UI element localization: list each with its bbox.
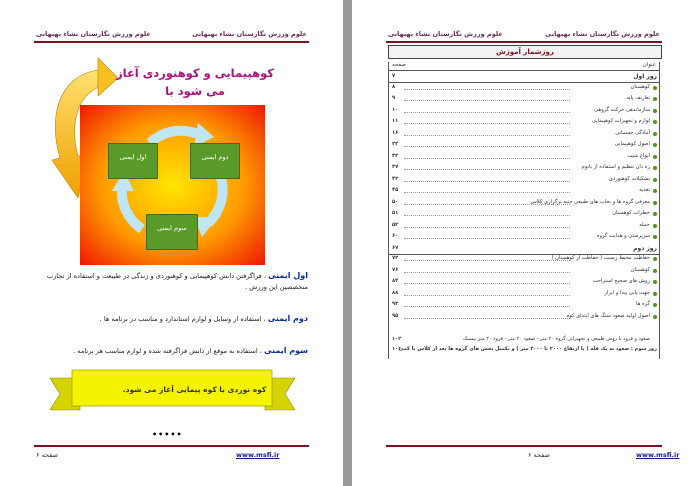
cycle-box-first: اول ایمنی <box>108 143 158 179</box>
toc-note-1-text: صعود و فرود با روش طبیعی و تجهیزاتی گروه ۲۰ متر - صعود ۲۰ متر - فرود ۲۰ متر بیسیک <box>462 336 650 342</box>
dot-leader <box>404 123 570 124</box>
dot-leader <box>404 89 570 90</box>
toc-row <box>388 233 660 242</box>
toc-entry-page: ۵۰ <box>392 198 399 205</box>
toc-entry-title: خطرات کوهستان <box>612 210 650 216</box>
toc-entry-page: ۱۰ <box>392 106 399 113</box>
bullet-icon <box>653 235 657 239</box>
right-footer-rule <box>386 445 662 447</box>
toc-entry-title: لوازم و تجهیزات کوهپیمایی <box>591 118 650 124</box>
right-footer-page: صفحه ۶ <box>527 451 550 459</box>
bullet-icon <box>653 315 657 319</box>
toc-col-title: عنوان <box>642 62 656 68</box>
left-header-rule <box>34 41 309 43</box>
toc-col-page: صفحه <box>392 62 406 68</box>
toc-title: روزشمار آموزش <box>388 45 662 59</box>
toc-entry-title: حمله <box>639 221 650 228</box>
left-footer-page: صفحه ۶ <box>36 451 59 459</box>
toc-row <box>388 84 660 93</box>
toc-row <box>388 222 660 231</box>
bullet-icon <box>653 212 657 216</box>
bullet-icon <box>653 155 657 159</box>
toc-entry-title: روز اول <box>633 73 657 80</box>
toc-entry-title: آمادگی جسمانی <box>615 129 650 136</box>
toc-entry-page: ۷۶ <box>392 266 399 273</box>
left-footer-rule <box>34 445 309 447</box>
toc-row <box>388 176 660 185</box>
toc-entry-title: جهت یابی پیدا و ابزار <box>604 289 650 296</box>
toc-row <box>388 141 660 150</box>
toc-entry-title: معرفی گروه ها و بخاب های طبیعی جنبه برگزاری کلاس <box>530 198 650 205</box>
toc-note-2-text: روز سوم : صعود به یک قله ( با ارتفاع ۲۰۰۰ تا ۳۰۰۰ متر ) و تکمیل بخش های گروه ها بعد از کلاس با کمی <box>398 346 657 352</box>
bullet-icon <box>653 166 657 170</box>
toc-entry-title: کوهستان <box>630 266 650 273</box>
toc-entry-title: سازماندهی حرکت گروهی <box>594 106 650 113</box>
toc-entry-page: ۱۶ <box>392 129 399 136</box>
bullet-icon <box>653 120 657 124</box>
paragraph-third-text: ، استفاده به موقع از دانش فراگرفته شده و لوازم مناسب هر برنامه . <box>73 347 264 355</box>
toc-entry-page: ۸۴ <box>392 278 399 284</box>
toc-entry-title: کوهستان <box>630 83 650 90</box>
paragraph-first-label: اول ایمنی <box>268 271 308 280</box>
dot-leader <box>404 306 570 307</box>
dot-leader <box>404 227 570 228</box>
toc-entry-page: ۷۲ <box>392 255 399 261</box>
toc-entry-page: ۶۷ <box>392 244 399 251</box>
right-header-right: علوم ورزش نگارستان نشاء بهبهانی <box>545 30 660 38</box>
toc-entry-title: روز دوم <box>633 244 657 252</box>
toc-note-2-page: ۱۰۶ <box>392 346 402 352</box>
toc-entry-page: ۵۲ <box>392 221 399 228</box>
dot-leader <box>404 318 570 319</box>
bullet-icon <box>653 143 657 147</box>
left-header-left: علوم ورزش نگارستان نشاء بهبهانی <box>36 30 151 38</box>
toc-entry-page: ۹۳ <box>392 301 399 307</box>
bullet-icon <box>653 257 657 261</box>
toc-row <box>388 290 660 299</box>
toc-row <box>388 95 660 104</box>
dot-leader <box>404 100 570 101</box>
toc-row <box>388 107 660 116</box>
toc-entry-title: روش های صحیح استراحت <box>592 278 650 284</box>
toc-entry-page: ۸۸ <box>392 289 399 296</box>
right-header-left: علوم ورزش نگارستان نشاء بهبهانی <box>388 30 503 38</box>
toc-entry-title: اصول کوهپیمایی <box>614 141 650 147</box>
dot-leader <box>404 158 570 159</box>
art-title: کوهپیمایی و کوهنوردی آغاز می شود با <box>116 66 274 98</box>
toc-row <box>388 210 660 219</box>
paragraph-second-text: ، استفاده از وسایل و لوازم استاندارد و مناسب در برنامه ها . <box>99 315 268 323</box>
left-header-right: علوم ورزش نگارستان نشاء بهبهانی <box>192 30 307 38</box>
separator-dots: ••••• <box>152 430 183 439</box>
bullet-icon <box>653 269 657 273</box>
toc-entry-title: سرپرستی و هدایت گروه <box>596 233 650 239</box>
bullet-icon <box>653 132 657 136</box>
toc-entry-title: گره ها <box>635 301 650 307</box>
bullet-icon <box>653 97 657 101</box>
toc-day-heading <box>388 73 660 83</box>
toc-row <box>388 313 660 322</box>
dot-leader <box>404 169 570 170</box>
dot-leader <box>404 260 570 261</box>
dot-leader <box>404 283 570 284</box>
bullet-icon <box>653 292 657 296</box>
toc-entry-title: انواع شیب <box>627 152 650 159</box>
toc-entry-page: ۴۲ <box>392 175 399 182</box>
toc-entry-page: ۴۵ <box>392 187 399 193</box>
toc-entry-page: ۶۰ <box>392 233 399 239</box>
dot-leader <box>404 295 570 296</box>
left-footer-url[interactable]: www.msfi.ir <box>236 451 280 459</box>
right-footer-url[interactable]: www.msfi.ir <box>636 451 680 459</box>
toc-row <box>388 199 660 208</box>
toc-entry-page: ۳۷ <box>392 164 399 170</box>
dot-leader <box>404 135 570 136</box>
toc-row <box>388 164 660 173</box>
paragraph-first-text: ، فراگرفتن دانش کوهپیمایی و کوهنوردی و زندگی در طبیعت و استفاده از تجارب متخصصین این ورزش . <box>46 272 308 291</box>
bullet-icon <box>653 201 657 205</box>
toc-entry-title: اصول اولیه صعود سنگ های ابتدای کوه <box>566 312 650 319</box>
toc-row <box>388 187 660 196</box>
paragraph-third-label: سوم ایمنی <box>264 346 308 355</box>
paragraph-second-label: دوم ایمنی <box>267 314 308 323</box>
toc-row <box>388 255 660 264</box>
bullet-icon <box>653 189 657 193</box>
right-header-rule <box>386 41 662 43</box>
toc-entry-page: ۹ <box>392 95 396 101</box>
cycle-box-third: سوم ایمنی <box>146 214 198 250</box>
left-page <box>0 0 343 486</box>
toc-entry-title: تغذیه <box>639 187 650 193</box>
toc-entry-title: تعاریف پایه <box>626 95 650 101</box>
toc-entry-page: ۵۱ <box>392 210 399 216</box>
toc-entry-title: ره ذان تنظیم و استفاده از باتوم <box>581 164 650 170</box>
right-page <box>352 0 696 486</box>
toc-entry-page: ۱۱ <box>392 118 399 124</box>
bullet-icon <box>653 109 657 113</box>
toc-entry-page: ۹۵ <box>392 312 399 319</box>
bullet-icon <box>653 178 657 182</box>
toc-row <box>388 278 660 287</box>
bullet-icon <box>653 86 657 90</box>
bullet-icon <box>653 224 657 228</box>
toc-row <box>388 301 660 310</box>
dot-leader <box>404 238 570 239</box>
dot-leader <box>404 215 570 216</box>
paragraph-first-safety <box>46 270 308 293</box>
toc-row <box>388 130 660 139</box>
toc-entry-page: ۸ <box>392 83 396 90</box>
dot-leader <box>404 146 570 147</box>
toc-entry-page: ۳۲ <box>392 152 399 159</box>
dot-leader <box>404 192 570 193</box>
toc-entry-page: ۷ <box>392 73 396 79</box>
toc-entry-page: ۲۲ <box>392 141 399 147</box>
toc-row <box>388 153 660 162</box>
cycle-box-second: دوم ایمنی <box>190 143 240 179</box>
toc-row <box>388 267 660 276</box>
paragraph-second-safety <box>46 313 308 325</box>
dot-leader <box>404 272 570 273</box>
bullet-icon <box>653 303 657 307</box>
paragraph-third-safety <box>46 345 308 357</box>
toc-note-1-page: ۱۰۲ <box>392 336 402 342</box>
toc-entry-title: حفاظت محیط زیست ( حفاظت از کوهستان ) <box>551 255 650 261</box>
toc-column-header <box>388 62 660 71</box>
dot-leader <box>404 181 570 182</box>
toc-entry-title: تشکیلات کوهنوردی <box>608 175 650 182</box>
ribbon-text: کوه نوردی با کوه پیمایی آغاز می شود. <box>122 385 267 394</box>
toc-row <box>388 118 660 127</box>
dot-leader <box>404 112 570 113</box>
toc-day-heading <box>388 245 660 255</box>
bullet-icon <box>653 280 657 284</box>
